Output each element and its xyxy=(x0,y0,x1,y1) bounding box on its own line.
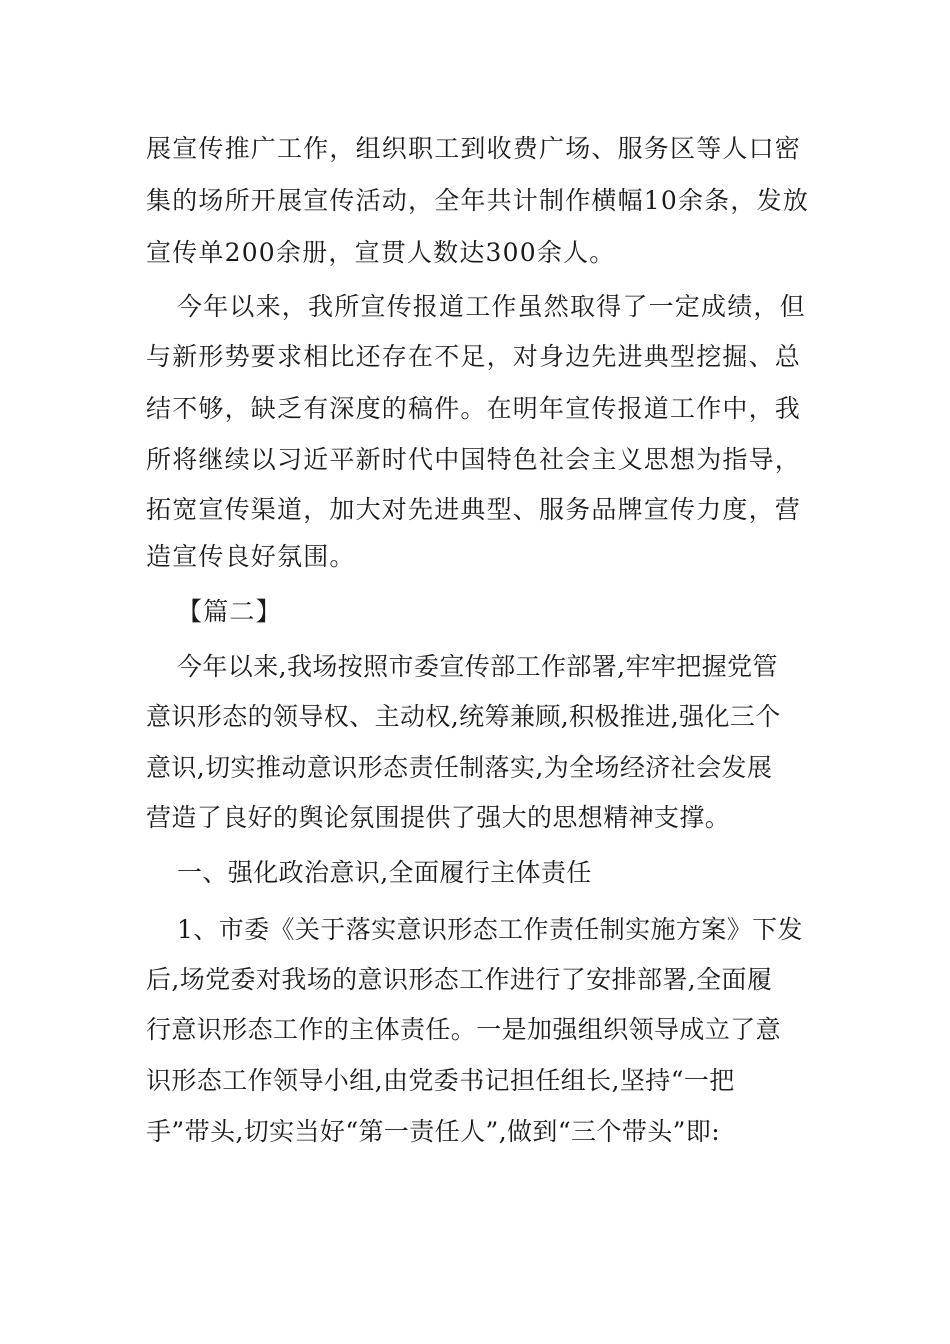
text-line: 识形态工作领导小组,由党委书记担任组长,坚持“一把 xyxy=(146,1066,735,1095)
paragraph-first-line: 今年以来,我场按照市委宣传部工作部署,牢牢把握党管 xyxy=(177,652,778,681)
paragraph-first-line: 今年以来，我所宣传报道工作虽然取得了一定成绩，但 xyxy=(177,292,806,321)
text-line: 集的场所开展宣传活动，全年共计制作横幅10余条，发放 xyxy=(146,186,810,215)
text-line: 后,场党委对我场的意识形态工作进行了安排部署,全面履 xyxy=(146,965,773,994)
text-line: 结不够，缺乏有深度的稿件。在明年宣传报道工作中，我 xyxy=(146,394,802,423)
text-line: 行意识形态工作的主体责任。一是加强组织领导成立了意 xyxy=(146,1015,782,1044)
text-line: 意识形态的领导权、主动权,统筹兼顾,积极推进,强化三个 xyxy=(146,702,781,731)
text-line: 展宣传推广工作，组织职工到收费广场、服务区等人口密 xyxy=(146,134,802,163)
text-line: 意识,切实推动意识形态责任制落实,为全场经济社会发展 xyxy=(146,753,773,782)
subsection-heading: 一、强化政治意识,全面履行主体责任 xyxy=(177,858,592,887)
text-line: 造宣传良好氛围。 xyxy=(146,542,356,571)
text-line: 拓宽宣传渠道，加大对先进典型、服务品牌宣传力度，营 xyxy=(146,495,802,524)
section-heading: 【篇二】 xyxy=(177,597,282,626)
text-line: 所将继续以习近平新时代中国特色社会主义思想为指导， xyxy=(146,445,802,474)
text-line: 手”带头,切实当好“第一责任人”,做到“三个带头”即: xyxy=(146,1117,721,1146)
text-line: 营造了良好的舆论氛围提供了强大的思想精神支撑。 xyxy=(146,803,731,832)
paragraph-first-line: 1、市委《关于落实意识形态工作责任制实施方案》下发 xyxy=(177,915,803,944)
text-line: 与新形势要求相比还存在不足，对身边先进典型挖掘、总 xyxy=(146,342,802,371)
text-line: 宣传单200余册，宣贯人数达300余人。 xyxy=(146,238,616,267)
